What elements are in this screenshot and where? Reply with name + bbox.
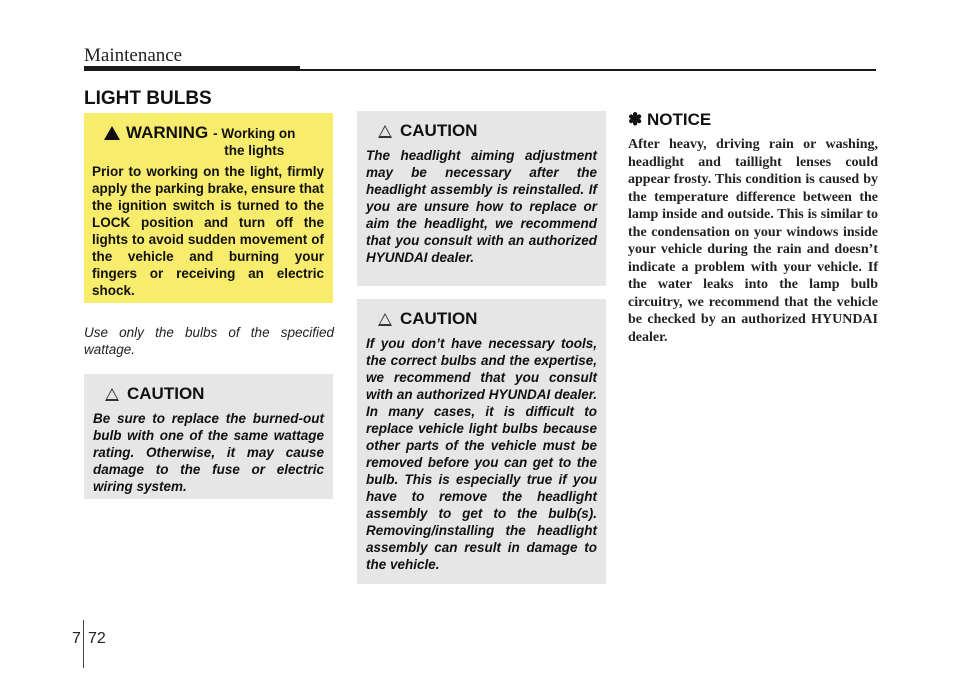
caution-triangle-icon — [105, 388, 119, 401]
warning-subtitle-line1: - Working on — [213, 126, 296, 141]
caution-header — [105, 384, 324, 404]
body-text: Use only the bulbs of the specified wattage. — [84, 325, 334, 357]
header-rule-thin — [300, 69, 876, 71]
caution-body: The headlight aiming adjustment may be necessary after the headlight assembly is reinstalled. If you are unsure how to replace or aim the headlight, we recommend that you consult with an authorized HYUNDAI dealer. — [366, 148, 597, 265]
caution-word: CAUTION — [400, 121, 478, 140]
header-rule-thick — [84, 66, 300, 71]
caution-body: If you don’t have necessary tools, the correct bulbs and the expertise, we recommend that you consult with an authorized HYUNDAI dealer. In many cases, it is difficult to replace vehicle light bulbs because other parts of the vehicle must be removed before you can get to the bulb. This is especially true if you have to remove the headlight assembly to get to the bulb(s). Removing/installing the headlight assembly can result in damage to the vehicle. — [366, 336, 597, 572]
warning-subtitle — [213, 125, 295, 159]
page-number: 72 — [88, 630, 106, 647]
caution-word: CAUTION — [127, 384, 205, 403]
warning-header — [104, 123, 324, 159]
page-section-number: 7 — [72, 630, 81, 647]
warning-triangle-icon — [104, 126, 120, 140]
warning-body: Prior to working on the light, firmly apply the parking brake, ensure that the ignition switch is turned to the LOCK position and turn off the lights to avoid sudden movement of the vehicle and burning your fingers or receiving an electric shock. — [92, 164, 324, 298]
caution-body: Be sure to replace the burned-out bulb with one of the same wattage rating. Otherwise, it may cause damage to the fuse or electric wiring system. — [93, 411, 324, 494]
caution-box-fuse — [84, 374, 333, 499]
caution-box-tools — [357, 299, 606, 584]
caution-box-aiming — [357, 111, 606, 286]
warning-box — [84, 113, 333, 303]
caution-triangle-icon — [378, 313, 392, 326]
notice-body: After heavy, driving rain or washing, headlight and taillight lenses could appear frosty. This condition is caused by the temperature difference between the lamp inside and outside. This is similar to the condensation on your windows inside your vehicle during the rain and doesn’t indicate a problem with your vehicle. If the water leaks into the lamp bulb circuitry, we recommend that the vehicle be checked by an authorized HYUNDAI dealer. — [628, 137, 878, 345]
caution-header — [378, 309, 597, 329]
notice-title: ✽ NOTICE — [628, 110, 712, 129]
caution-header — [378, 121, 597, 141]
warning-subtitle-line2: the lights — [224, 143, 285, 158]
warning-word: WARNING — [126, 123, 209, 142]
caution-triangle-icon — [378, 125, 392, 138]
header-title: Maintenance — [84, 45, 183, 66]
section-title: LIGHT BULBS — [84, 88, 212, 109]
caution-word: CAUTION — [400, 309, 478, 328]
footer-divider — [83, 620, 84, 668]
